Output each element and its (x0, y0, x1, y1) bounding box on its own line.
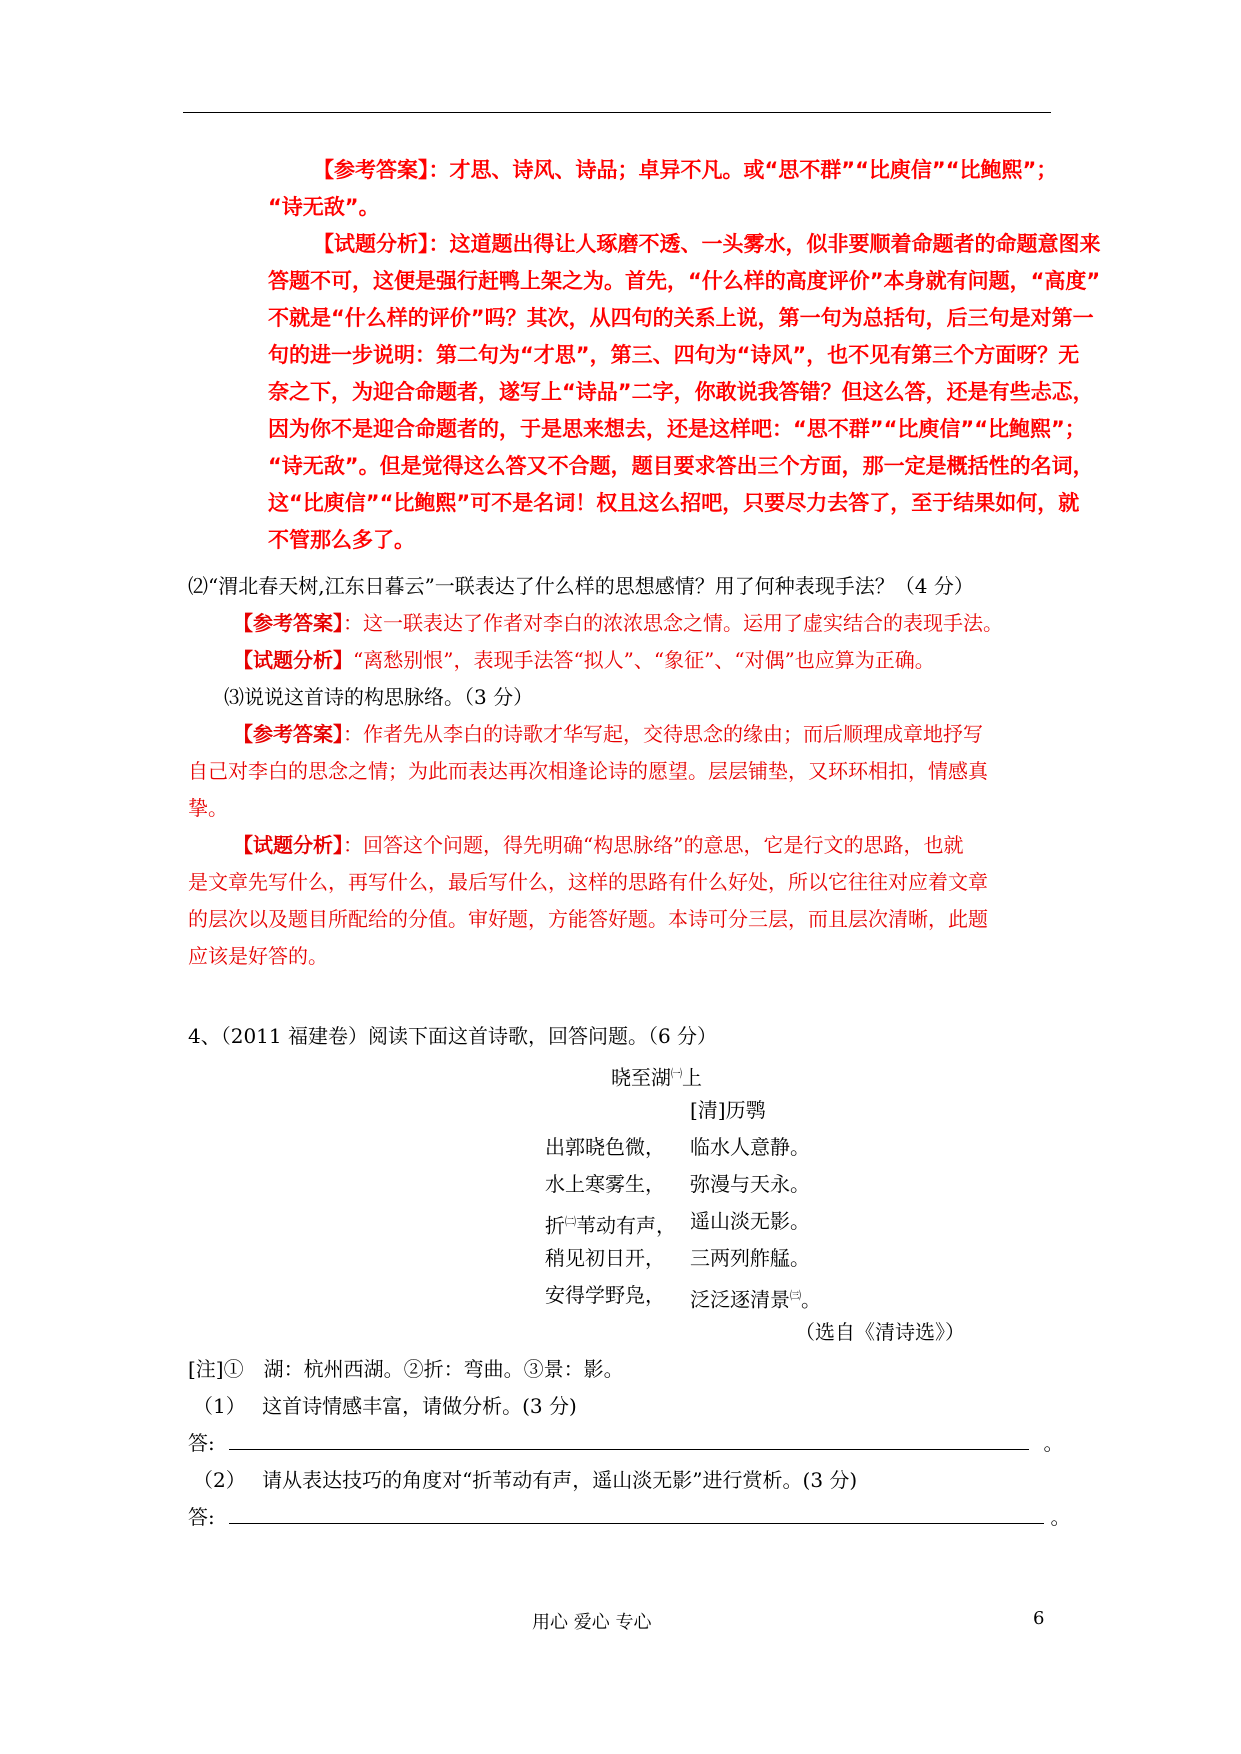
q2-question: ⑵“渭北春天树,江东日暮云”一联表达了什么样的思想感情？用了何种表现手法？（4 分） (188, 574, 974, 598)
poem-line: 三两列舴艋。 (690, 1246, 810, 1270)
note-marker-1: ㈠ (671, 1067, 682, 1080)
q2-analysis (233, 642, 935, 680)
poem-line: 水上寒雾生， (545, 1172, 665, 1196)
q3-answer-label: 【参考答案】 (233, 722, 343, 746)
poem-line: 折$^㈡$苇动有声， (545, 1213, 676, 1238)
q3-answer-text: ：作者先从李白的诗歌才华写起，交待思念的缘由；而后顺理成章地抒写 (343, 722, 983, 746)
analysis-line: 句的进一步说明：第二句为“才思”，第三、四句为“诗风”，也不见有第三个方面呀？无 (268, 343, 1080, 367)
poem-line: 遥山淡无影。 (690, 1209, 810, 1233)
q3-analysis-line: 是文章先写什么，再写什么，最后写什么，这样的思路有什么好处，所以它往往对应着文章 (188, 870, 988, 894)
q2-answer-text: ：这一联表达了作者对李白的浓浓思念之情。运用了虚实结合的表现手法。 (343, 611, 1003, 635)
analysis-label: 【试题分析】 (313, 232, 429, 256)
q2-answer-label: 【参考答案】 (233, 611, 343, 635)
poem-line: 临水人意静。 (690, 1135, 810, 1159)
analysis-line: 奈之下，为迎合命题者，遂写上“诗品”二字，你敢说我答错？但这么答，还是有些忐忑， (268, 380, 1094, 404)
poem-line: 出郭晓色微， (545, 1135, 665, 1159)
q3-analysis-label: 【试题分析】 (233, 833, 343, 857)
sub-question-2: （2） 请从表达技巧的角度对“折苇动有声，遥山淡无影”进行赏析。(3 分) (193, 1468, 858, 1492)
analysis-line: 不就是“什么样的评价”吗？其次，从四句的关系上说，第一句为总括句，后三句是对第一 (268, 306, 1094, 330)
answer-label-2: 答: (188, 1505, 215, 1529)
answer-text: ：才思、诗风、诗品；卓异不凡。或“思不群”“比庾信”“比鲍熙”； (428, 158, 1058, 182)
q2-analysis-text: “离愁别恨”，表现手法答“拟人”、“象征”、“对偶”也应算为正确。 (353, 648, 935, 672)
q3-question: ⑶说说这首诗的构思脉络。（3 分） (224, 685, 534, 709)
analysis-line: 不管那么多了。 (268, 528, 415, 552)
analysis-line: “诗无敌”。但是觉得这么答又不合题，题目要求答出三个方面，那一定是概括性的名词， (268, 454, 1094, 478)
answer-label-1: 答: (188, 1431, 215, 1455)
q3-analysis-line-1 (233, 827, 963, 865)
q3-answer-line-1 (233, 716, 983, 754)
q3-answer-line: 挚。 (188, 796, 228, 820)
header-rule (183, 112, 1051, 113)
q3-answer-line: 自己对李白的思念之情；为此而表达再次相逢论诗的愿望。层层铺垫，又环环相扣，情感真 (188, 759, 988, 783)
poem-line: 稍见初日开， (545, 1246, 665, 1270)
note-marker-2: ㈡ (565, 1215, 576, 1228)
analysis-line-1 (313, 226, 1101, 264)
answer-row-1: 答: 。 (188, 1431, 1064, 1455)
answer-line-2: “诗无敌”。 (268, 195, 380, 219)
analysis-line: 因为你不是迎合命题者的，于是思来想去，还是这样吧：“思不群”“比庾信”“比鲍熙”； (268, 417, 1086, 441)
page-number: 6 (1033, 1608, 1045, 1629)
analysis-line: 答题不可，这便是强行赶鸭上架之为。首先，“什么样的高度评价”本身就有问题，“高度” (268, 269, 1101, 293)
q3-analysis-text: ：回答这个问题，得先明确“构思脉络”的意思，它是行文的思路，也就 (343, 833, 964, 857)
poem-source: （选自《清诗选》） (795, 1320, 965, 1344)
poem-line: 安得学野凫， (545, 1283, 665, 1307)
analysis-text: ：这道题出得让人琢磨不透、一头雾水，似非要顺着命题者的命题意图来 (428, 232, 1101, 256)
analysis-line: 这“比庾信”“比鲍熙”可不是名词！权且这么招吧，只要尽力去答了，至于结果如何，就 (268, 491, 1080, 515)
sub-question-1: （1） 这首诗情感丰富，请做分析。(3 分) (193, 1394, 577, 1418)
poem-author: [清]历鹗 (690, 1098, 766, 1122)
answer-blank-2[interactable] (229, 1507, 1044, 1524)
answer-blank-1[interactable] (229, 1433, 1029, 1450)
poem-notes: [注]① 湖：杭州西湖。②折：弯曲。③景：影。 (188, 1357, 624, 1381)
poem-line: 泛泛逐清景$^㈢$。 (690, 1287, 821, 1312)
poem-title: 晓至湖$^㈠$上 (611, 1065, 702, 1090)
q3-analysis-line: 的层次以及题目所配给的分值。审好题，方能答好题。本诗可分三层，而且层次清晰，此题 (188, 907, 988, 931)
footer-motto: 用心 爱心 专心 (532, 1612, 652, 1633)
answer-row-2: 答: 。 (188, 1505, 1071, 1529)
q3-analysis-line: 应该是好答的。 (188, 944, 328, 968)
poem-line: 弥漫与天永。 (690, 1172, 810, 1196)
q2-analysis-label: 【试题分析】 (233, 648, 353, 672)
note-marker-3: ㈢ (790, 1289, 801, 1302)
answer-line-1 (313, 152, 1057, 190)
answer-label: 【参考答案】 (313, 158, 429, 182)
q4-heading: 4、（2011 福建卷）阅读下面这首诗歌，回答问题。（6 分） (188, 1024, 718, 1048)
q2-answer (233, 605, 1003, 643)
